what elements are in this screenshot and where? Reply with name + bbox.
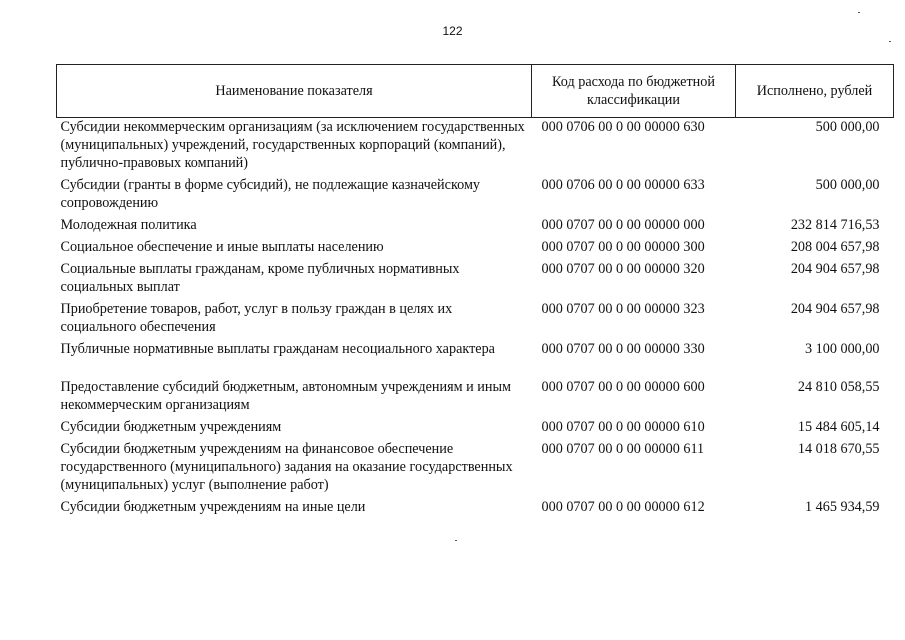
row-code: 000 0707 00 0 00 00000 330 <box>541 341 705 357</box>
row-name: Публичные нормативные выплаты гражданам несоциального характера <box>60 341 495 357</box>
row-name: Приобретение товаров, работ, услуг в пользу граждан в целях их социального обеспечения <box>60 301 453 335</box>
row-amount: 15 484 605,14 <box>797 419 880 435</box>
scan-speck <box>889 41 891 42</box>
row-name: Социальные выплаты гражданам, кроме публичных нормативных социальных выплат <box>60 261 460 295</box>
row-code: 000 0707 00 0 00 00000 600 <box>541 379 705 395</box>
table-row <box>57 216 894 238</box>
row-amount: 14 018 670,55 <box>797 441 880 457</box>
table-header-row <box>57 65 894 118</box>
row-code: 000 0707 00 0 00 00000 323 <box>541 301 705 317</box>
scan-speck <box>455 540 457 541</box>
row-amount: 500 000,00 <box>815 119 880 135</box>
table-row <box>57 362 894 418</box>
row-code: 000 0707 00 0 00 00000 612 <box>541 499 705 515</box>
table-row <box>57 440 894 498</box>
row-code: 000 0706 00 0 00 00000 630 <box>541 119 705 135</box>
row-name: Предоставление субсидий бюджетным, автономным учреждениям и иным некоммерческим организациям <box>60 379 511 413</box>
row-amount: 208 004 657,98 <box>790 239 880 255</box>
row-amount: 500 000,00 <box>815 177 880 193</box>
budget-execution-table <box>56 64 894 520</box>
row-amount: 232 814 716,53 <box>790 217 880 233</box>
row-name: Субсидии бюджетным учреждениям на финансовое обеспечение государственного (муниципального) задания на оказание государственных (муниципальных) услуг (выполнение работ) <box>60 441 513 493</box>
row-code: 000 0706 00 0 00 00000 633 <box>541 177 705 193</box>
row-amount: 204 904 657,98 <box>790 261 880 277</box>
row-name: Социальное обеспечение и иные выплаты населению <box>60 239 384 255</box>
row-name: Субсидии бюджетным учреждениям <box>60 419 282 435</box>
table-row <box>57 238 894 260</box>
table-row <box>57 260 894 300</box>
row-code: 000 0707 00 0 00 00000 610 <box>541 419 705 435</box>
row-name: Субсидии (гранты в форме субсидий), не подлежащие казначейскому сопровождению <box>60 177 481 211</box>
row-code: 000 0707 00 0 00 00000 611 <box>541 441 705 457</box>
row-amount: 1 465 934,59 <box>805 499 880 515</box>
row-code: 000 0707 00 0 00 00000 300 <box>541 239 705 255</box>
row-amount: 3 100 000,00 <box>805 341 880 357</box>
header-indicator-name: Наименование показателя <box>57 65 532 118</box>
table-row <box>57 176 894 216</box>
header-executed-amount: Исполнено, рублей <box>736 65 894 118</box>
row-amount: 204 904 657,98 <box>790 301 880 317</box>
row-name: Субсидии некоммерческим организациям (за исключением государственных (муниципальных) учреждений, государственных корпораций (компаний), публично-правовых компаний) <box>60 119 525 171</box>
scan-speck <box>858 12 860 13</box>
row-code: 000 0707 00 0 00 00000 320 <box>541 261 705 277</box>
row-code: 000 0707 00 0 00 00000 000 <box>541 217 705 233</box>
table-row <box>57 418 894 440</box>
table-row <box>57 498 894 520</box>
row-amount: 24 810 058,55 <box>797 379 880 395</box>
page-number: 122 <box>442 24 463 38</box>
row-name: Субсидии бюджетным учреждениям на иные цели <box>60 499 366 515</box>
table-row <box>57 118 894 177</box>
table-row <box>57 300 894 340</box>
table-row <box>57 340 894 362</box>
header-budget-code: Код расхода по бюджетной классификации <box>532 65 736 118</box>
row-name: Молодежная политика <box>60 217 197 233</box>
